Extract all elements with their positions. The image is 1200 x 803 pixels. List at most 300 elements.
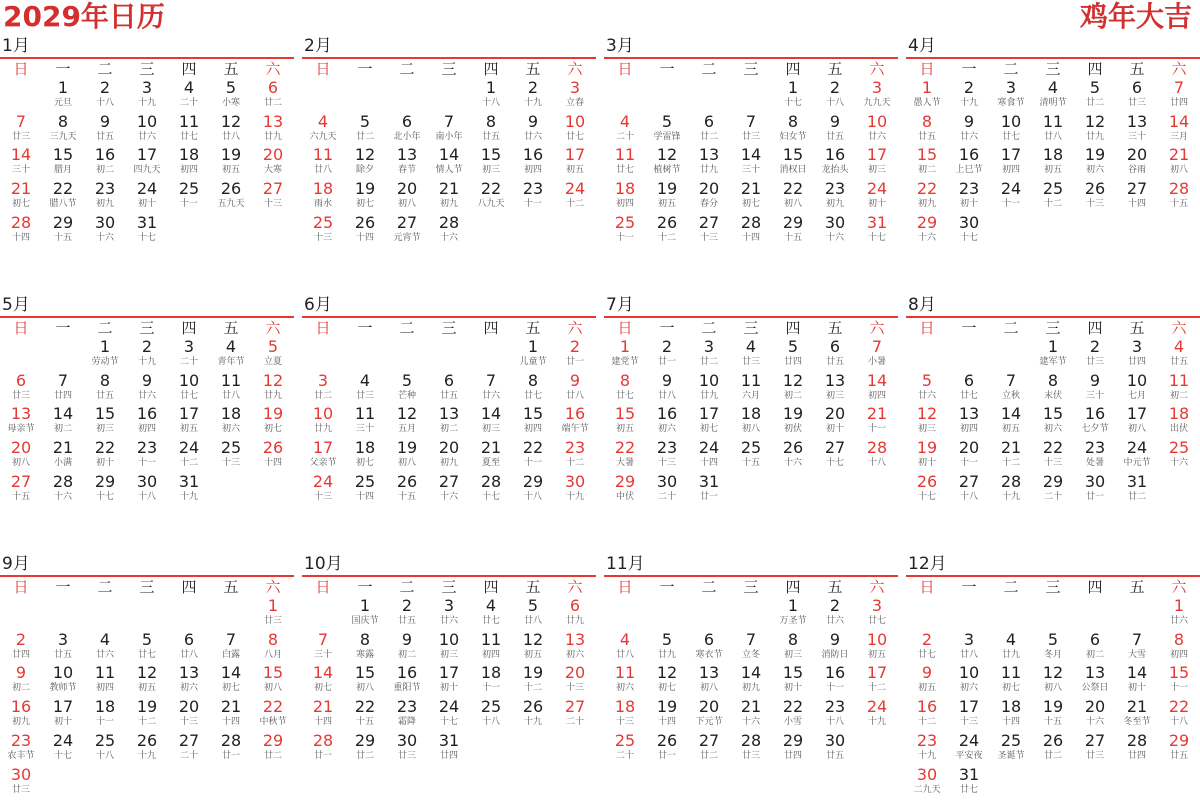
lunar-date: 二十	[565, 717, 584, 728]
day-cell	[470, 113, 512, 147]
lunar-date: 廿一	[657, 750, 676, 761]
day-number: 23	[1084, 438, 1106, 458]
day-number: 16	[1084, 404, 1106, 424]
weekday-header: 二	[97, 578, 113, 596]
day-cell	[0, 113, 42, 147]
day-cell	[688, 180, 730, 214]
lunar-date: 六月	[741, 390, 760, 401]
weekday-header: 五	[827, 60, 843, 78]
lunar-date: 廿七	[917, 649, 936, 660]
lunar-date: 十三	[657, 458, 676, 469]
lunar-date: 初三	[917, 424, 936, 435]
day-number: 20	[698, 179, 720, 199]
day-cell	[344, 597, 386, 631]
day-cell	[772, 79, 814, 113]
day-cell	[554, 439, 596, 473]
day-cell	[554, 405, 596, 439]
day-cell	[386, 405, 428, 439]
day-number: 17	[958, 697, 980, 717]
weekday-header: 三	[1045, 319, 1061, 337]
day-number: 29	[94, 471, 116, 491]
day-number: 14	[220, 663, 242, 683]
day-number: 7	[1131, 629, 1143, 649]
day-cell	[470, 698, 512, 732]
lunar-date: 十九	[137, 750, 156, 761]
day-number: 24	[178, 438, 200, 458]
day-cell	[386, 214, 428, 248]
day-number: 21	[1000, 438, 1022, 458]
day-cell	[470, 473, 512, 507]
lunar-date: 北小年	[393, 131, 421, 142]
day-cell	[168, 146, 210, 180]
lunar-date: 廿九	[699, 390, 718, 401]
lunar-date: 植树节	[653, 165, 681, 176]
lunar-date: 廿七	[179, 131, 198, 142]
day-number: 18	[740, 404, 762, 424]
day-cell	[554, 698, 596, 732]
weekday-header: 一	[659, 578, 675, 596]
lunar-date: 初三	[783, 649, 802, 660]
day-cell	[344, 732, 386, 766]
day-cell	[302, 631, 344, 665]
lunar-date: 十一	[523, 458, 542, 469]
lunar-date: 教师节	[49, 683, 77, 694]
day-number: 25	[480, 697, 502, 717]
weekday-header: 一	[659, 319, 675, 337]
day-number: 21	[1126, 697, 1148, 717]
day-cell	[604, 732, 646, 766]
lunar-date: 初二	[397, 649, 416, 660]
lunar-date: 廿五	[1169, 750, 1188, 761]
lunar-date: 廿七	[615, 165, 634, 176]
lunar-date: 廿三	[1127, 98, 1146, 108]
lunar-date: 廿七	[615, 390, 634, 401]
day-number: 7	[225, 629, 237, 649]
lunar-date: 初四	[179, 165, 198, 176]
day-number: 15	[1168, 663, 1190, 683]
day-cell	[1032, 698, 1074, 732]
day-cell	[646, 146, 688, 180]
day-number: 10	[698, 370, 720, 390]
day-number: 6	[15, 370, 27, 390]
lunar-date: 十一	[481, 683, 500, 694]
day-cell	[0, 214, 42, 248]
day-cell	[814, 214, 856, 248]
day-number: 9	[99, 111, 111, 131]
day-cell	[168, 180, 210, 214]
day-number: 23	[824, 697, 846, 717]
day-number: 19	[136, 697, 158, 717]
day-number: 23	[10, 730, 32, 750]
lunar-date: 廿三	[1085, 750, 1104, 761]
day-number: 13	[564, 629, 586, 649]
lunar-date: 廿五	[825, 750, 844, 761]
day-cell	[252, 113, 294, 147]
month-block	[604, 294, 898, 544]
lunar-date: 初六	[179, 683, 198, 694]
lunar-date: 初九	[11, 717, 30, 728]
lunar-date: 初八	[1169, 165, 1188, 176]
day-number: 6	[703, 629, 715, 649]
day-number: 25	[94, 730, 116, 750]
day-number: 14	[480, 404, 502, 424]
lunar-date: 十六	[53, 491, 72, 502]
lunar-date: 廿五	[439, 390, 458, 401]
weekday-header: 日	[919, 578, 935, 596]
lunar-date: 廿二	[313, 390, 332, 401]
day-number: 24	[438, 697, 460, 717]
weekday-header: 日	[315, 319, 331, 337]
day-number: 20	[10, 438, 32, 458]
day-number: 7	[745, 629, 757, 649]
lunar-date: 初二	[783, 390, 802, 401]
lunar-date: 初五	[917, 683, 936, 694]
day-cell	[302, 214, 344, 248]
day-number: 9	[527, 111, 539, 131]
day-cell	[42, 372, 84, 406]
day-cell	[428, 372, 470, 406]
lunar-date: 初四	[523, 424, 542, 435]
lunar-date: 十七	[917, 491, 936, 502]
day-cell	[344, 631, 386, 665]
day-cell	[772, 180, 814, 214]
day-cell	[1116, 439, 1158, 473]
weekday-header: 五	[223, 60, 239, 78]
day-cell	[772, 372, 814, 406]
day-cell	[168, 664, 210, 698]
day-cell	[168, 113, 210, 147]
day-cell	[210, 372, 252, 406]
lunar-date: 初六	[1043, 424, 1062, 435]
day-number: 28	[220, 730, 242, 750]
lunar-date: 十一	[1001, 199, 1020, 210]
day-cell	[856, 597, 898, 631]
lunar-date: 下元节	[695, 717, 723, 728]
day-cell	[84, 338, 126, 372]
day-number: 2	[829, 596, 841, 615]
lunar-date: 初五	[657, 199, 676, 210]
day-number: 11	[614, 145, 636, 165]
lunar-date: 廿三	[397, 750, 416, 761]
day-cell	[386, 180, 428, 214]
day-cell	[1074, 338, 1116, 372]
day-number: 4	[1005, 629, 1017, 649]
day-cell	[730, 439, 772, 473]
day-number: 7	[871, 337, 883, 356]
lunar-date: 廿二	[355, 750, 374, 761]
day-number: 8	[787, 111, 799, 131]
day-cell	[1032, 439, 1074, 473]
day-cell	[512, 631, 554, 665]
day-cell	[688, 698, 730, 732]
day-cell	[1074, 146, 1116, 180]
day-cell	[210, 664, 252, 698]
day-cell	[84, 473, 126, 507]
day-cell	[948, 732, 990, 766]
day-cell	[554, 180, 596, 214]
lunar-date: 初五	[221, 165, 240, 176]
day-number: 20	[958, 438, 980, 458]
day-number: 18	[614, 697, 636, 717]
day-cell	[168, 405, 210, 439]
lunar-date: 初五	[867, 649, 886, 660]
day-number: 10	[312, 404, 334, 424]
day-cell	[252, 146, 294, 180]
lunar-date: 十二	[867, 683, 886, 694]
day-cell	[0, 439, 42, 473]
day-cell	[1158, 732, 1200, 766]
day-number: 19	[1042, 697, 1064, 717]
weekday-header: 日	[13, 319, 29, 337]
day-cell	[344, 146, 386, 180]
day-number: 27	[396, 212, 418, 232]
day-cell	[1158, 405, 1200, 439]
lunar-date: 初十	[867, 199, 886, 210]
day-number: 29	[1168, 730, 1190, 750]
month-name: 3月	[606, 36, 634, 56]
lunar-date: 初四	[95, 683, 114, 694]
day-cell	[344, 664, 386, 698]
day-number: 27	[178, 730, 200, 750]
lunar-date: 国庆节	[351, 616, 379, 626]
lunar-date: 廿二	[263, 750, 282, 761]
day-cell	[1158, 439, 1200, 473]
day-number: 13	[824, 370, 846, 390]
day-cell	[1074, 405, 1116, 439]
day-cell	[772, 146, 814, 180]
day-cell	[554, 146, 596, 180]
day-cell	[906, 405, 948, 439]
weekday-header: 五	[525, 60, 541, 78]
day-cell	[84, 214, 126, 248]
day-cell	[1032, 664, 1074, 698]
day-number: 5	[141, 629, 153, 649]
day-number: 29	[52, 212, 74, 232]
lunar-date: 初九	[439, 458, 458, 469]
day-cell	[906, 766, 948, 800]
day-number: 11	[354, 404, 376, 424]
day-number: 8	[1173, 629, 1185, 649]
day-cell	[1158, 597, 1200, 631]
day-number: 1	[359, 596, 371, 615]
day-cell	[126, 631, 168, 665]
lunar-date: 十四	[221, 717, 240, 728]
day-number: 5	[401, 370, 413, 390]
day-number: 2	[141, 337, 153, 356]
lunar-date: 腊月	[53, 165, 72, 176]
lunar-date: 廿一	[313, 750, 332, 761]
day-cell	[646, 631, 688, 665]
lunar-date: 初六	[221, 424, 240, 435]
day-number: 15	[52, 145, 74, 165]
day-number: 8	[921, 111, 933, 131]
month-name: 8月	[908, 295, 936, 315]
lunar-date: 十三	[699, 232, 718, 243]
lunar-date: 初七	[699, 424, 718, 435]
day-number: 7	[1173, 78, 1185, 97]
day-cell	[646, 338, 688, 372]
day-cell	[0, 631, 42, 665]
day-cell	[554, 372, 596, 406]
day-cell	[906, 698, 948, 732]
day-cell	[302, 372, 344, 406]
lunar-date: 初八	[355, 683, 374, 694]
day-cell	[1032, 338, 1074, 372]
lunar-date: 十三	[565, 683, 584, 694]
day-number: 12	[656, 145, 678, 165]
day-number: 13	[178, 663, 200, 683]
day-number: 21	[740, 179, 762, 199]
lunar-date: 十三	[179, 717, 198, 728]
day-number: 6	[1131, 78, 1143, 97]
day-number: 12	[782, 370, 804, 390]
day-cell	[604, 405, 646, 439]
lunar-date: 腊八节	[49, 199, 77, 210]
day-cell	[42, 732, 84, 766]
day-number: 23	[136, 438, 158, 458]
day-cell	[344, 439, 386, 473]
lunar-date: 平安夜	[955, 750, 983, 761]
day-number: 15	[916, 145, 938, 165]
day-cell	[84, 732, 126, 766]
day-number: 11	[1042, 111, 1064, 131]
day-number: 5	[1089, 78, 1101, 97]
lunar-date: 十七	[867, 232, 886, 243]
lunar-date: 廿四	[1127, 750, 1146, 761]
lunar-date: 七夕节	[1081, 424, 1109, 435]
day-number: 1	[485, 78, 497, 97]
lunar-date: 初八	[783, 199, 802, 210]
lunar-date: 初九	[439, 199, 458, 210]
lunar-date: 初五	[615, 424, 634, 435]
day-cell	[302, 180, 344, 214]
month-block	[604, 35, 898, 285]
day-cell	[386, 597, 428, 631]
day-cell	[906, 732, 948, 766]
lunar-date: 初四	[481, 649, 500, 660]
day-number: 25	[312, 212, 334, 232]
lunar-date: 十四	[11, 232, 30, 243]
lunar-date: 寒食节	[997, 98, 1025, 108]
day-number: 31	[958, 764, 980, 784]
day-cell	[42, 405, 84, 439]
lunar-date: 初二	[917, 165, 936, 176]
day-number: 25	[614, 212, 636, 232]
day-number: 16	[396, 663, 418, 683]
day-cell	[1074, 439, 1116, 473]
day-number: 12	[354, 145, 376, 165]
day-cell	[428, 439, 470, 473]
day-number: 23	[916, 730, 938, 750]
day-number: 22	[1042, 438, 1064, 458]
day-cell	[948, 664, 990, 698]
weekday-header: 三	[441, 60, 457, 78]
weekday-header: 二	[1003, 319, 1019, 337]
day-cell	[470, 372, 512, 406]
lunar-date: 十五	[397, 491, 416, 502]
lunar-date: 十九	[565, 491, 584, 502]
day-number: 14	[866, 370, 888, 390]
weekday-header: 六	[265, 60, 281, 78]
lunar-date: 万圣节	[779, 616, 807, 626]
lunar-date: 雨水	[313, 199, 332, 210]
lunar-date: 初二	[95, 165, 114, 176]
lunar-date: 廿六	[95, 649, 114, 660]
lunar-date: 廿五	[917, 131, 936, 142]
lunar-date: 十一	[137, 458, 156, 469]
day-cell	[0, 732, 42, 766]
day-cell	[0, 766, 42, 800]
lunar-date: 初四	[1169, 649, 1188, 660]
day-number: 4	[183, 78, 195, 97]
weekday-header: 一	[357, 319, 373, 337]
weekday-header: 一	[961, 319, 977, 337]
lunar-date: 三十	[1127, 131, 1146, 142]
day-cell	[990, 146, 1032, 180]
day-cell	[906, 146, 948, 180]
lunar-date: 出伏	[1169, 424, 1188, 435]
day-cell	[1116, 631, 1158, 665]
weekday-header: 五	[1129, 319, 1145, 337]
day-cell	[126, 439, 168, 473]
day-cell	[42, 146, 84, 180]
day-number: 5	[921, 370, 933, 390]
lunar-date: 初十	[137, 199, 156, 210]
lunar-date: 小寒	[221, 98, 240, 108]
day-cell	[906, 79, 948, 113]
day-cell	[1116, 146, 1158, 180]
lunar-date: 三月	[1169, 131, 1188, 142]
day-number: 26	[262, 438, 284, 458]
day-cell	[470, 664, 512, 698]
day-number: 23	[94, 179, 116, 199]
day-cell	[168, 439, 210, 473]
lunar-date: 初七	[11, 199, 30, 210]
year-greeting: 鸡年大吉	[1079, 0, 1192, 33]
day-number: 11	[178, 111, 200, 131]
day-number: 28	[438, 212, 460, 232]
day-number: 17	[564, 145, 586, 165]
day-cell	[512, 372, 554, 406]
day-number: 21	[52, 438, 74, 458]
day-number: 29	[916, 212, 938, 232]
day-number: 28	[52, 471, 74, 491]
day-number: 7	[1005, 370, 1017, 390]
day-number: 15	[782, 663, 804, 683]
day-cell	[512, 180, 554, 214]
day-cell	[688, 214, 730, 248]
weekday-header: 三	[743, 319, 759, 337]
weekday-header: 六	[567, 60, 583, 78]
day-number: 9	[401, 629, 413, 649]
day-cell	[856, 214, 898, 248]
day-cell	[168, 732, 210, 766]
day-cell	[470, 79, 512, 113]
day-cell	[554, 631, 596, 665]
day-cell	[0, 405, 42, 439]
month-block	[906, 553, 1200, 803]
calendar-title: 2029年日历	[3, 0, 165, 33]
lunar-date: 廿二	[1043, 750, 1062, 761]
lunar-date: 十四	[355, 491, 374, 502]
day-number: 17	[438, 663, 460, 683]
day-number: 28	[10, 212, 32, 232]
month-block	[906, 35, 1200, 285]
lunar-date: 廿八	[179, 649, 198, 660]
lunar-date: 廿二	[699, 131, 718, 142]
day-number: 3	[183, 337, 195, 356]
day-number: 14	[312, 663, 334, 683]
